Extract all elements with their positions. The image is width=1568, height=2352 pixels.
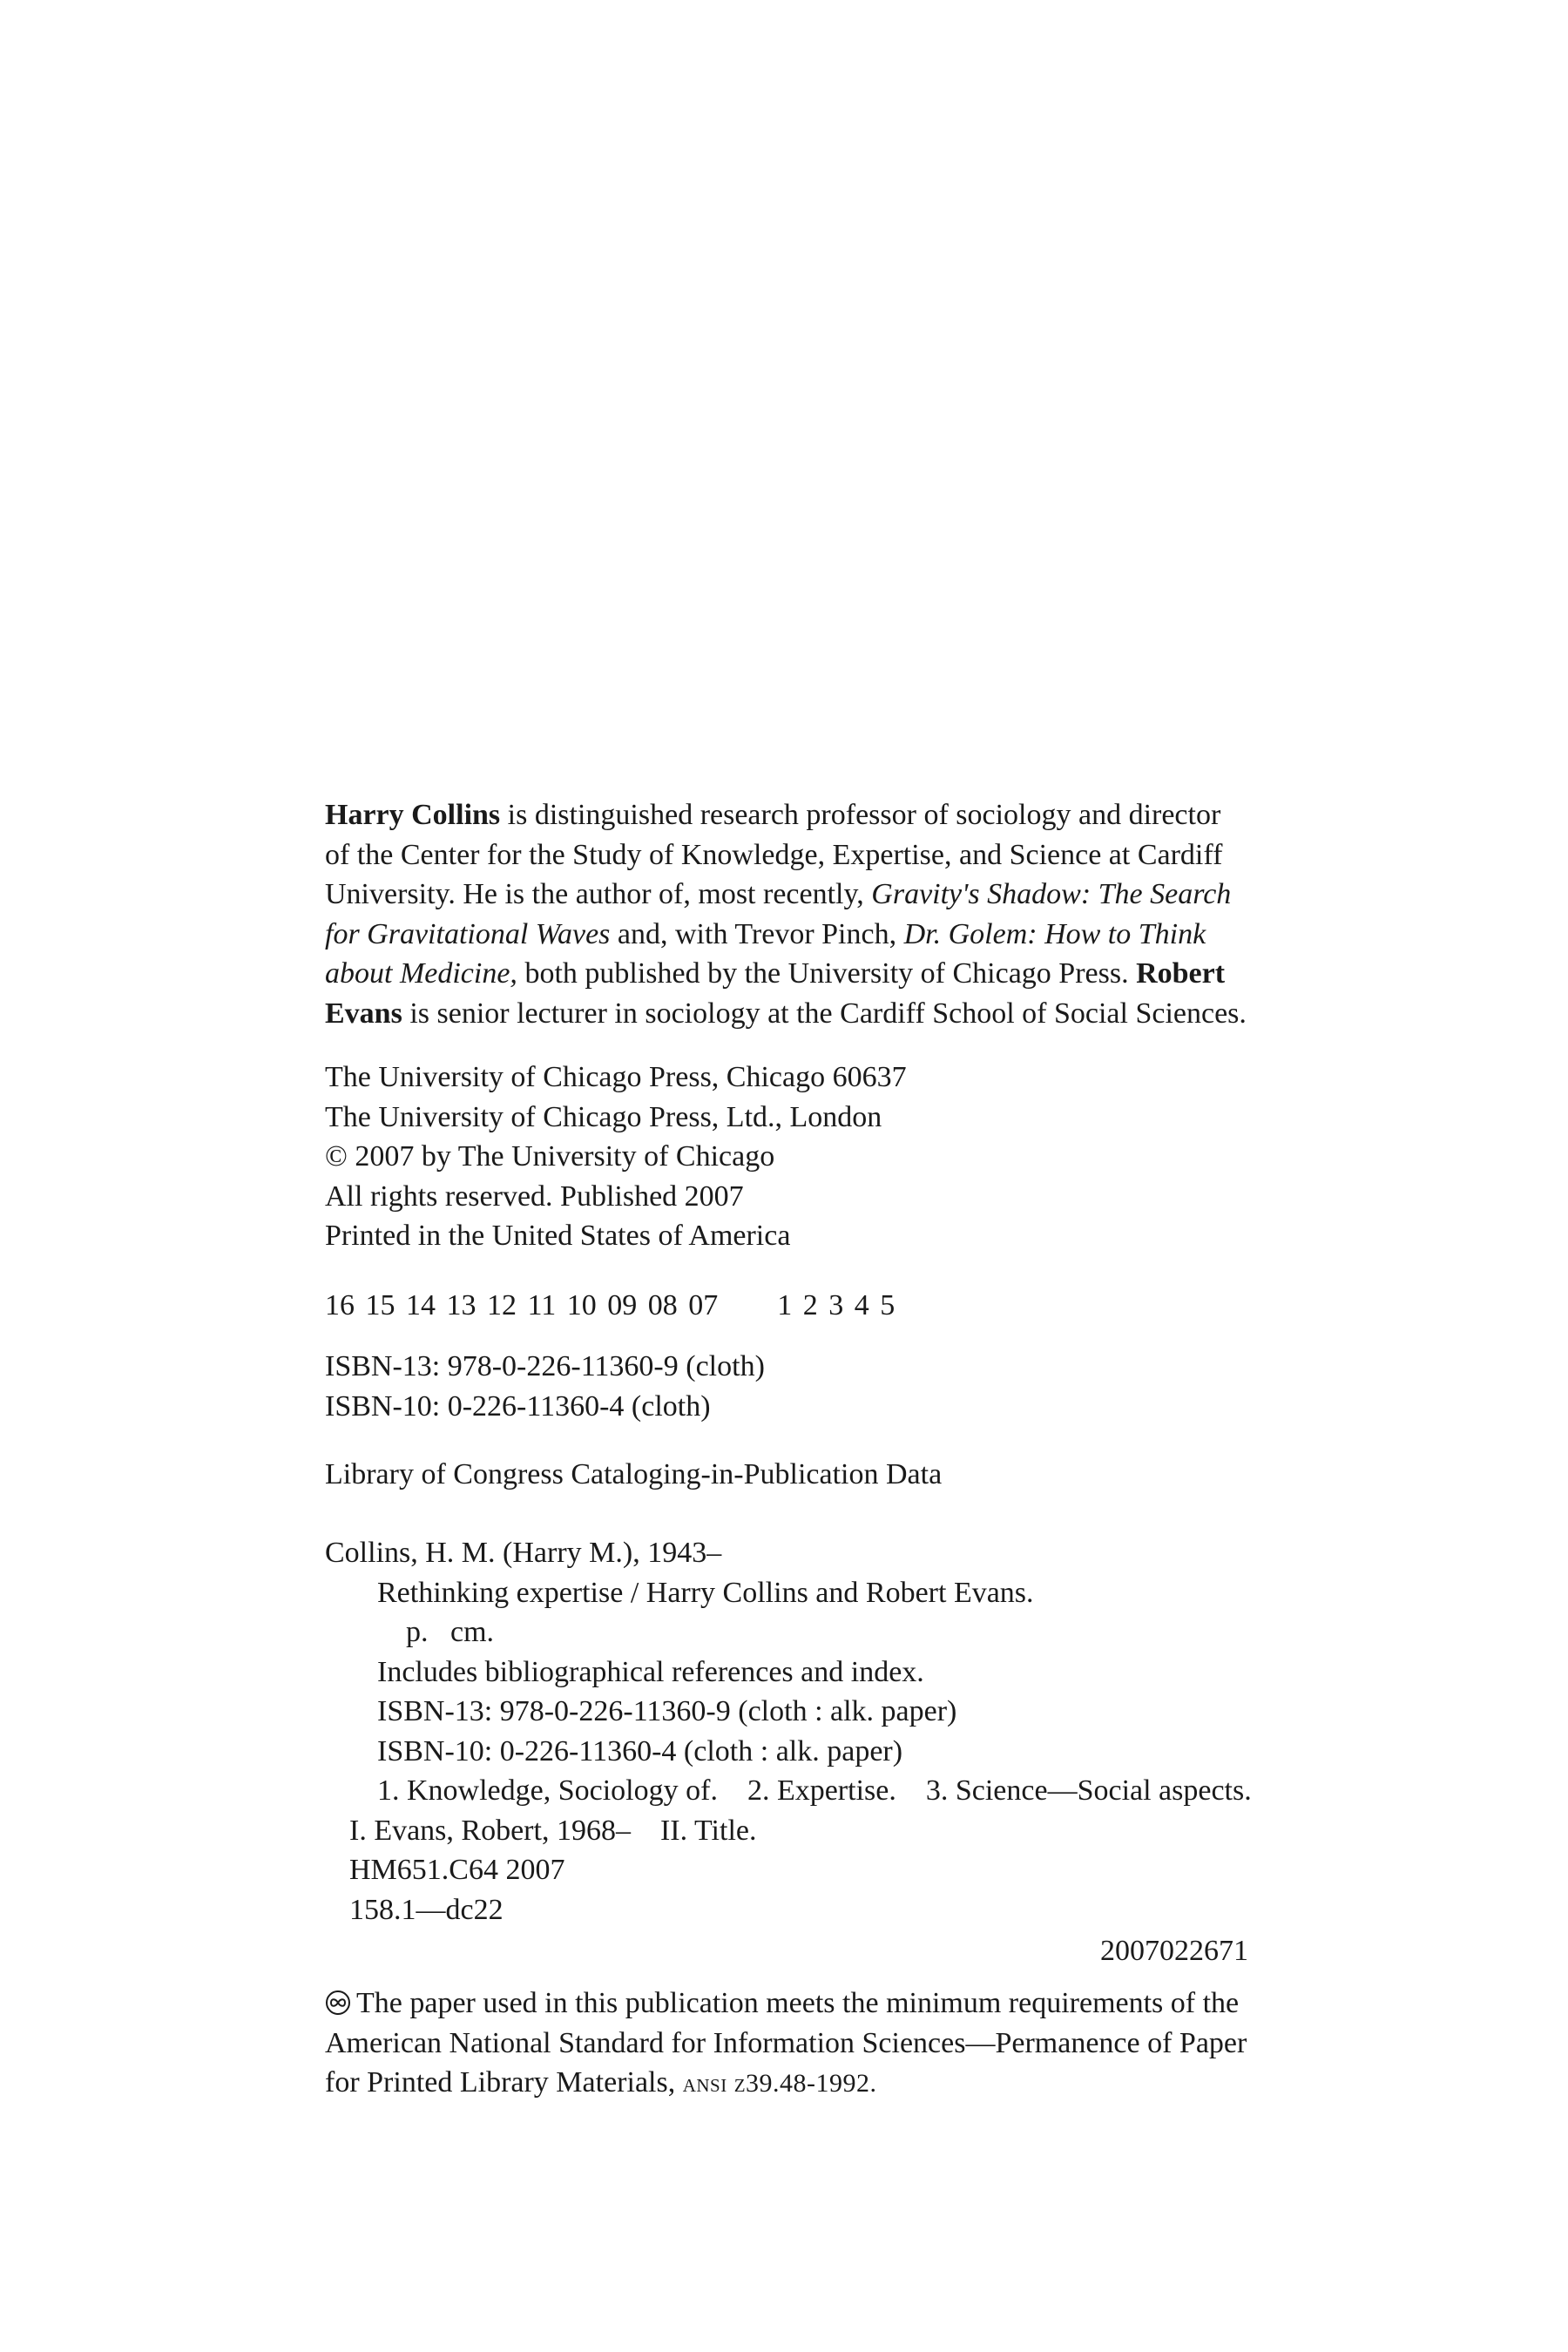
cip-isbn13: ISBN-13: 978-0-226-11360-9 (cloth : alk. paper) <box>377 1695 957 1727</box>
cip-ddc: 158.1—dc22 <box>349 1893 504 1926</box>
imprint-line-chicago: The University of Chicago Press, Chicago 60637 <box>325 1061 907 1093</box>
bio-text-2: and, with Trevor Pinch, <box>610 917 904 950</box>
cip-author: Collins, H. M. (Harry M.), 1943– <box>325 1537 722 1569</box>
bio-text-1: is distinguished research professor of sociology and director of the Center for the Study of Knowledge, Expertise, and Science at Cardiff University. He is the author of, most recently, <box>325 799 1223 910</box>
printed-line: Printed in the United States of America <box>325 1220 791 1252</box>
author-name-collins: Harry Collins <box>325 799 501 831</box>
cip-lcc: HM651.C64 2007 <box>349 1854 565 1886</box>
cip-notes: Includes bibliographical references and index. <box>377 1655 924 1688</box>
cip-added-entries: I. Evans, Robert, 1968– II. Title. <box>349 1814 757 1847</box>
cip-isbn10: ISBN-10: 0-226-11360-4 (cloth : alk. paper) <box>377 1734 903 1767</box>
publisher-imprint <box>325 1058 1248 1256</box>
book-title-gravity: Gravity's Shadow: The Search for Gravitational Waves <box>325 878 1232 950</box>
book-title-golem: Dr. Golem: How to Think about Medicine, <box>325 917 1206 990</box>
rights-line: All rights reserved. Published 2007 <box>325 1179 744 1213</box>
ansi-standard: ansi z39.48-1992. <box>682 2069 877 2098</box>
cip-subjects: 1. Knowledge, Sociology of. 2. Expertise. 3. Science—Social aspects. <box>377 1774 1252 1807</box>
copyright-line: © 2007 by The University of Chicago <box>325 1140 775 1173</box>
author-bio <box>325 795 1248 1033</box>
paper-permanence-notice <box>325 1984 1248 2104</box>
infinity-circle-icon <box>325 1990 351 2016</box>
cip-record <box>325 1533 1252 1971</box>
cip-pagination: p. cm. <box>406 1616 495 1648</box>
isbn-13: ISBN-13: 978-0-226-11360-9 (cloth) <box>325 1350 765 1382</box>
cip-title: Rethinking expertise / Harry Collins and Robert Evans. <box>377 1576 1034 1609</box>
imprint-line-london: The University of Chicago Press, Ltd., London <box>325 1100 882 1133</box>
printing-line <box>325 1286 1248 1326</box>
printing-impressions: 1 2 3 4 5 <box>777 1289 896 1321</box>
cip-heading-text: Library of Congress Cataloging-in-Publication Data <box>325 1458 943 1490</box>
author-name-evans: Robert Evans <box>325 957 1226 1030</box>
isbn-block <box>325 1347 1248 1426</box>
printing-years: 16 15 14 13 12 11 10 09 08 07 <box>325 1289 719 1321</box>
isbn-10: ISBN-10: 0-226-11360-4 (cloth) <box>325 1389 711 1423</box>
permanence-text: The paper used in this publication meets the minimum requirements of the American National Standard for Information Sciences—Permanence of Paper for Printed Library Materials, <box>325 1987 1247 2099</box>
bio-text-4: is senior lecturer in sociology at the Cardiff School of Social Sciences. <box>402 997 1247 1030</box>
bio-text-3: both published by the University of Chicago Press. <box>517 957 1137 990</box>
cip-heading <box>325 1455 1248 1495</box>
bio-paragraph <box>325 795 1248 1033</box>
cip-lccn: 2007022671 <box>1100 1935 1248 1967</box>
